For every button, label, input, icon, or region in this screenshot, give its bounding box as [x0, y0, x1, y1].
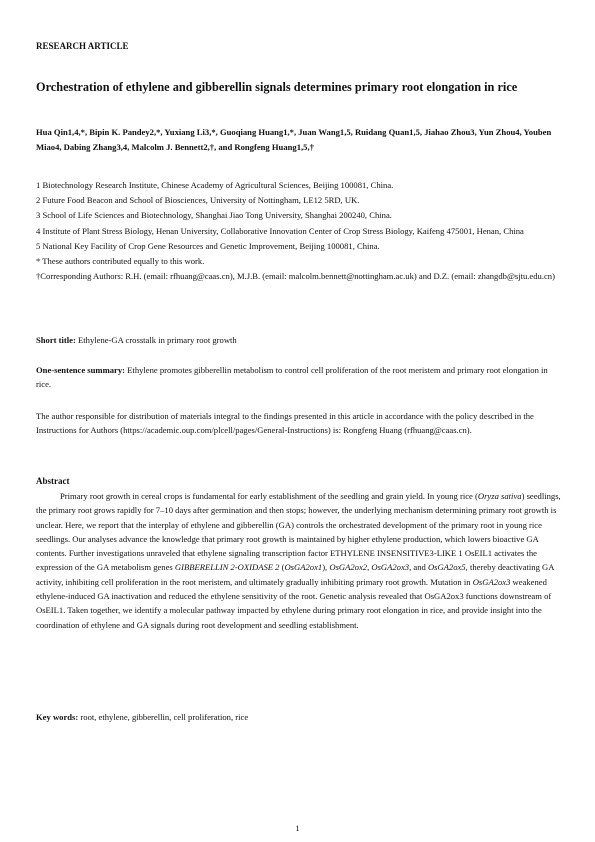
abstract-text: ) seedlings, the primary root grows rapidly for 7–10 days after germination and then stops; however, the underlying mechanism determining primary root growth is unclear. Here, we report that the interplay of ethylene and gibberellin (GA) controls the orchestrated development of the primary root in young rice seedlings. Our analyses advance the knowledge that primary root growth is maintained by higher ethylene production, which lowers bioactive GA contents. Further investigations unraveled that ethylene signaling transcription factor ETHYLENE INSENSITIVE3-LIKE 1 OsEIL1 activates the expression of the GA metabolism genes	[36, 491, 561, 573]
affiliation-3: 3 School of Life Sciences and Biotechnology, Shanghai Jiao Tong University, Shanghai 200240, China.	[36, 210, 392, 221]
responsible-author-statement: The author responsible for distribution of materials integral to the findings presented in this article in accordance with the policy described in the Instructions for Authors (https://academic.oup.com/plcell/pages/General-Instructions) is: Rongfeng Huang (rfhuang@caas.cn).	[36, 411, 534, 435]
keywords	[36, 711, 561, 725]
abstract-heading: Abstract	[36, 476, 70, 486]
short-title-label: Short title:	[36, 335, 76, 345]
summary-text: Ethylene promotes gibberellin metabolism to control cell proliferation of the root meristem and primary root elongation in rice.	[36, 365, 548, 389]
affiliation-2: 2 Future Food Beacon and School of Biosciences, University of Nottingham, LE12 5RD, UK.	[36, 195, 360, 206]
affiliations	[36, 178, 561, 284]
one-sentence-summary	[36, 364, 561, 391]
species-name: Oryza sativa	[477, 491, 522, 501]
affiliation-1: 1 Biotechnology Research Institute, Chinese Academy of Agricultural Sciences, Beijing 100081, China.	[36, 180, 394, 190]
short-title	[36, 334, 561, 348]
affiliation-5: 5 National Key Facility of Crop Gene Resources and Genetic Improvement, Beijing 100081, China.	[36, 240, 380, 251]
article-type: RESEARCH ARTICLE	[36, 41, 129, 51]
gene-name: OsGA2ox5	[427, 562, 466, 573]
abstract-text: , and	[409, 562, 428, 573]
author-list: Hua Qin1,4,*, Bipin K. Pandey2,*, Yuxiang Li3,*, Guoqiang Huang1,*, Juan Wang1,5, Ruidang Quan1,5, Jiahao Zhou3, Yun Zhou4, Youben Miao4, Dabing Zhang3,4, Malcolm J. Bennett2,†, and Rongfeng Huang1,5,†	[36, 127, 552, 152]
corresponding-authors: †Corresponding Authors: R.H. (email: rfhuang@caas.cn), M.J.B. (email: malcolm.bennett@nottingham.ac.uk) and D.Z. (email: zhangdb@sjtu.edu.cn)	[36, 271, 555, 282]
short-title-text: Ethylene-GA crosstalk in primary root growth	[78, 335, 237, 345]
abstract-text: ,	[367, 562, 372, 573]
abstract-text: (	[279, 562, 285, 573]
keywords-text: root, ethylene, gibberellin, cell proliferation, rice	[80, 712, 249, 722]
abstract-text: ),	[322, 562, 330, 573]
keywords-label: Key words:	[36, 712, 79, 722]
abstract-text: Primary root growth in cereal crops is fundamental for early establishment of the seedling and grain yield. In young rice (	[60, 491, 478, 501]
gene-name: OsGA2ox2	[329, 562, 368, 573]
gene-name: GIBBERELLIN 2-OXIDASE 2	[174, 562, 280, 573]
equal-contribution-note: * These authors contributed equally to this work.	[36, 256, 205, 267]
summary-label: One-sentence summary:	[36, 365, 126, 375]
abstract-text: , thereby deactivating GA activity, inhibiting cell proliferation in the root meristem, and ultimately gradually inhibiting primary root growth. Mutation in	[36, 562, 554, 587]
affiliation-4: 4 Institute of Plant Stress Biology, Henan University, Collaborative Innovation Center of Crop Stress Biology, Kaifeng 475001, Henan, China	[36, 225, 524, 236]
gene-name: OsGA2ox3	[371, 562, 410, 573]
paper-title: Orchestration of ethylene and gibberellin signals determines primary root elongation in rice	[36, 80, 518, 94]
abstract-body	[36, 489, 561, 632]
gene-name: OsGA2ox1	[284, 562, 323, 573]
gene-name: OsGA2ox3	[472, 576, 511, 587]
page-number: 1	[295, 823, 300, 833]
abstract-text: weakened ethylene-induced GA inactivation and reduced the ethylene sensitivity of the root. Genetic analysis revealed that OsGA2ox3 functions downstream of OsEIL1. Taken together, we identify a molecular pathway impacted by ethylene during primary root elongation in rice, and provide insight into the coordination of ethylene and GA signals during root development and seedling establishment.	[36, 576, 552, 630]
